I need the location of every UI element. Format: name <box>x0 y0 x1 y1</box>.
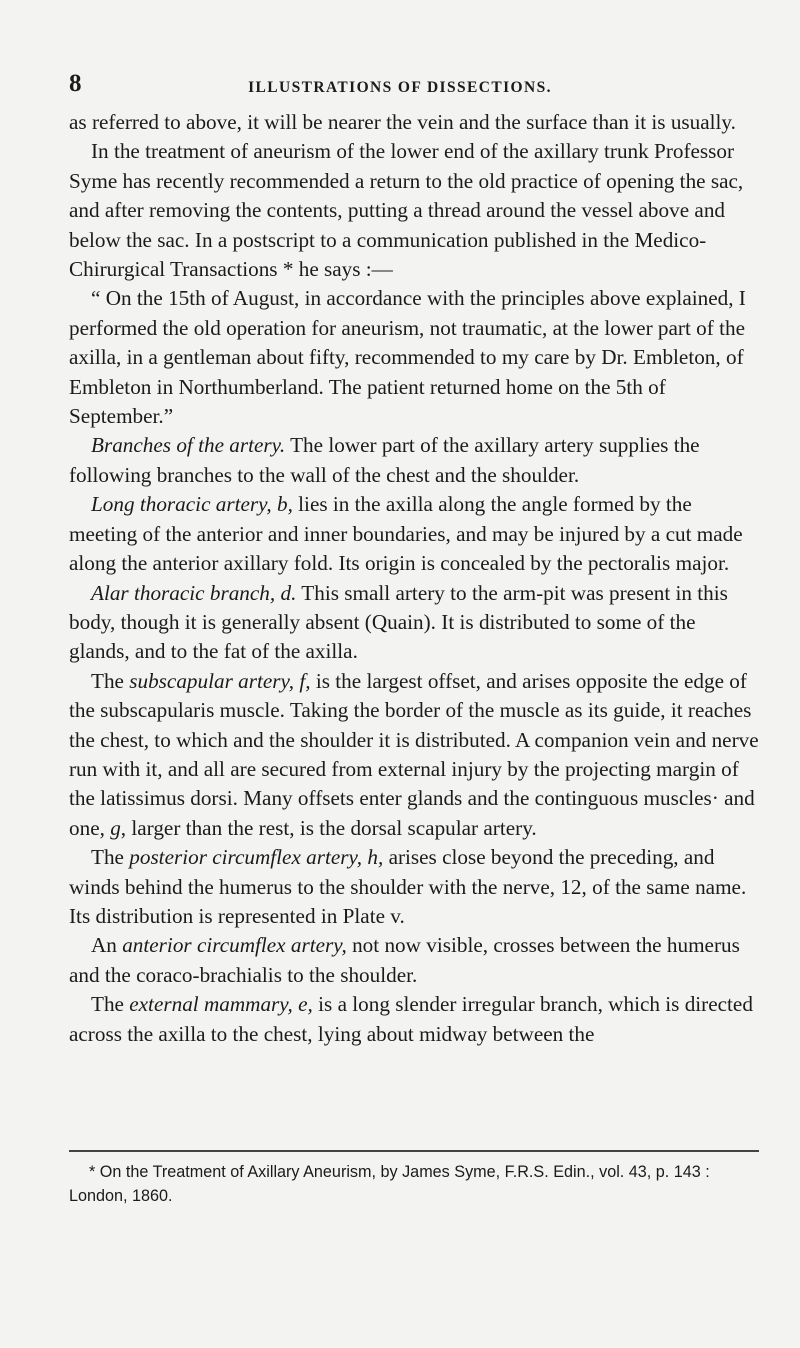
mammary-pre: The <box>91 992 130 1017</box>
posterior-pre: The <box>91 845 130 870</box>
anterior-heading: anterior circumflex artery, <box>122 933 347 958</box>
body-text <box>69 108 759 1049</box>
footnote: * On the Treatment of Axillary Aneurism, by James Syme, F.R.S. Edin., vol. 43, p. 143 : London, 1860. <box>69 1163 710 1205</box>
alar-thoracic-heading: Alar thoracic branch, d. <box>91 580 297 605</box>
paragraph-branches <box>69 431 759 490</box>
running-head: ILLUSTRATIONS OF DISSECTIONS. <box>248 79 552 96</box>
subscapular-pre: The <box>91 668 130 693</box>
subscapular-heading: subscapular artery, f, <box>129 668 311 693</box>
alar-thoracic-text: This small artery to the arm-pit was present in this body, though it is generally absent (Quain). It is distributed to some of the glands, and to the fat of the axilla. <box>69 580 728 664</box>
paragraph-subscapular <box>69 667 759 843</box>
paragraph-3-quote: “ On the 15th of August, in accordance with the principles above explained, I performed the old operation for aneurism, not traumatic, at the lower part of the axilla, in a gentleman about fifty, recommended to my care by Dr. Embleton, of Embleton in Northumberland. The patient returned home on the 5th of September.” <box>69 286 746 429</box>
page-number: 8 <box>69 70 82 97</box>
subscapular-g: g <box>110 815 121 840</box>
paragraph-anterior-circumflex <box>69 931 759 990</box>
anterior-pre: An <box>91 933 123 958</box>
paragraph-posterior-circumflex <box>69 843 759 931</box>
footnote-divider <box>69 1150 759 1152</box>
paragraph-external-mammary <box>69 990 759 1049</box>
posterior-text: arises close beyond the preceding, and winds behind the humerus to the shoulder with the nerve, 12, of the same name. Its distribution is represented in Plate v. <box>69 845 747 928</box>
subscapular-text: is the largest offset, and arises opposite the edge of the subscapularis muscle. Taking the border of the muscle as its guide, it reaches the chest, to which and the shoulder it is distributed. A companion vein and nerve run with it, and all are secured from external injury by the projecting margin of the latissimus dorsi. Many offsets enter glands and the continguous muscles· and one, <box>69 668 759 840</box>
long-thoracic-text: lies in the axilla along the angle formed by the meeting of the anterior and inner boundaries, and may be injured by a cut made along the anterior axillary fold. Its origin is concealed by the pectoralis major. <box>69 492 743 576</box>
paragraph-2: In the treatment of aneurism of the lower end of the axillary trunk Professor Syme has recently recommended a return to the old practice of opening the sac, and after removing the contents, putting a thread around the vessel above and below the sac. In a postscript to a communication published in the Medico-Chirurgical Transactions * he says :— <box>69 139 744 282</box>
anterior-text: not now visible, crosses between the humerus and the coraco-brachialis to the shoulder. <box>69 933 740 987</box>
posterior-heading: posterior circumflex artery, h, <box>129 845 384 870</box>
branches-heading: Branches of the artery. <box>91 433 286 458</box>
branches-text: The lower part of the axillary artery supplies the following branches to the wall of the chest and the shoulder. <box>69 433 700 487</box>
mammary-heading: external mammary, e, <box>129 992 313 1017</box>
paragraph-alar-thoracic <box>69 579 759 667</box>
mammary-text: is a long slender irregular branch, which is directed across the axilla to the chest, lying about midway between the <box>69 992 753 1046</box>
paragraph-long-thoracic <box>69 490 759 578</box>
long-thoracic-heading: Long thoracic artery, b, <box>91 492 293 517</box>
subscapular-text-2: , larger than the rest, is the dorsal scapular artery. <box>120 815 537 840</box>
paragraph-1: as referred to above, it will be nearer the vein and the surface than it is usually. <box>69 110 736 134</box>
